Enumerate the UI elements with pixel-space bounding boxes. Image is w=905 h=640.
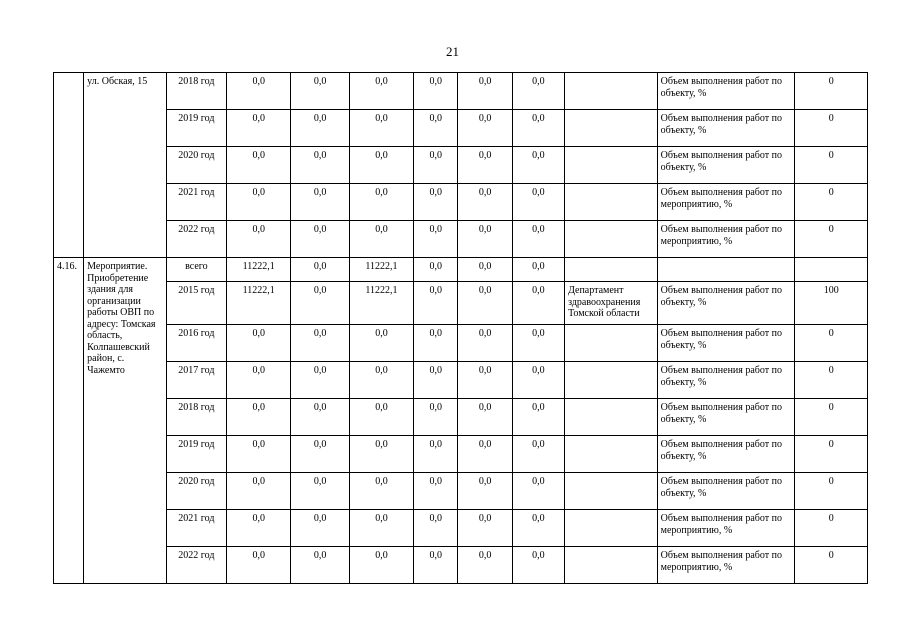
target-value-cell: 100 <box>795 282 868 325</box>
target-value-cell: 0 <box>795 436 868 473</box>
indicator-cell: Объем выполнения работ по объекту, % <box>657 436 795 473</box>
value-cell: 0,0 <box>414 362 458 399</box>
value-cell: 0,0 <box>291 147 349 184</box>
indicator-cell: Объем выполнения работ по объекту, % <box>657 362 795 399</box>
year-cell: 2021 год <box>166 184 226 221</box>
executor-cell <box>565 510 658 547</box>
value-cell: 0,0 <box>349 436 413 473</box>
value-cell: 0,0 <box>458 73 512 110</box>
value-cell: 0,0 <box>458 221 512 258</box>
value-cell: 0,0 <box>458 473 512 510</box>
value-cell: 0,0 <box>458 325 512 362</box>
value-cell: 0,0 <box>414 221 458 258</box>
table-row <box>54 325 868 362</box>
table-row <box>54 147 868 184</box>
value-cell: 0,0 <box>291 325 349 362</box>
indicator-cell: Объем выполнения работ по мероприятию, % <box>657 184 795 221</box>
value-cell: 0,0 <box>458 362 512 399</box>
table-row <box>54 473 868 510</box>
value-cell: 0,0 <box>291 547 349 584</box>
value-cell: 0,0 <box>458 399 512 436</box>
value-cell: 0,0 <box>291 436 349 473</box>
year-cell: 2021 год <box>166 510 226 547</box>
value-cell: 0,0 <box>512 473 564 510</box>
value-cell: 0,0 <box>349 510 413 547</box>
value-cell: 0,0 <box>349 221 413 258</box>
indicator-cell: Объем выполнения работ по объекту, % <box>657 73 795 110</box>
value-cell: 0,0 <box>512 184 564 221</box>
target-value-cell: 0 <box>795 510 868 547</box>
value-cell: 11222,1 <box>227 258 291 282</box>
table-row <box>54 184 868 221</box>
value-cell: 0,0 <box>349 547 413 584</box>
target-value-cell: 0 <box>795 147 868 184</box>
year-cell: 2019 год <box>166 110 226 147</box>
value-cell: 0,0 <box>414 282 458 325</box>
executor-cell <box>565 73 658 110</box>
year-cell: 2022 год <box>166 547 226 584</box>
value-cell: 0,0 <box>227 399 291 436</box>
item-number-cell: 4.16. <box>54 258 84 584</box>
table-row <box>54 110 868 147</box>
executor-cell <box>565 436 658 473</box>
executor-cell <box>565 473 658 510</box>
target-value-cell: 0 <box>795 73 868 110</box>
value-cell: 0,0 <box>512 510 564 547</box>
value-cell: 11222,1 <box>349 258 413 282</box>
target-value-cell: 0 <box>795 184 868 221</box>
value-cell: 0,0 <box>512 325 564 362</box>
executor-cell <box>565 547 658 584</box>
value-cell: 0,0 <box>227 221 291 258</box>
value-cell: 0,0 <box>227 436 291 473</box>
table-row <box>54 510 868 547</box>
table-row <box>54 221 868 258</box>
year-cell: 2015 год <box>166 282 226 325</box>
value-cell: 0,0 <box>349 147 413 184</box>
value-cell: 0,0 <box>414 147 458 184</box>
value-cell: 0,0 <box>291 73 349 110</box>
value-cell: 0,0 <box>512 547 564 584</box>
executor-cell <box>565 184 658 221</box>
program-table <box>53 72 868 584</box>
value-cell: 0,0 <box>291 510 349 547</box>
value-cell: 0,0 <box>349 184 413 221</box>
value-cell: 0,0 <box>512 282 564 325</box>
year-cell: 2017 год <box>166 362 226 399</box>
value-cell: 0,0 <box>458 147 512 184</box>
executor-cell <box>565 325 658 362</box>
indicator-cell: Объем выполнения работ по мероприятию, % <box>657 510 795 547</box>
value-cell: 0,0 <box>291 110 349 147</box>
value-cell: 0,0 <box>349 110 413 147</box>
executor-cell <box>565 110 658 147</box>
value-cell: 0,0 <box>349 362 413 399</box>
indicator-cell: Объем выполнения работ по объекту, % <box>657 473 795 510</box>
table-row <box>54 73 868 110</box>
value-cell: 0,0 <box>414 473 458 510</box>
value-cell: 0,0 <box>512 436 564 473</box>
table-row <box>54 399 868 436</box>
value-cell: 0,0 <box>291 399 349 436</box>
value-cell: 0,0 <box>458 258 512 282</box>
value-cell: 0,0 <box>512 399 564 436</box>
target-value-cell: 0 <box>795 110 868 147</box>
value-cell: 0,0 <box>512 221 564 258</box>
value-cell: 0,0 <box>349 399 413 436</box>
value-cell: 0,0 <box>414 510 458 547</box>
value-cell: 0,0 <box>414 325 458 362</box>
value-cell: 0,0 <box>512 147 564 184</box>
year-cell: 2020 год <box>166 473 226 510</box>
year-cell: 2020 год <box>166 147 226 184</box>
item-name-cell: ул. Обская, 15 <box>84 73 167 258</box>
target-value-cell: 0 <box>795 547 868 584</box>
indicator-cell <box>657 258 795 282</box>
item-number-cell <box>54 73 84 258</box>
table-row <box>54 547 868 584</box>
target-value-cell: 0 <box>795 362 868 399</box>
value-cell: 0,0 <box>458 510 512 547</box>
value-cell: 0,0 <box>227 510 291 547</box>
value-cell: 11222,1 <box>349 282 413 325</box>
value-cell: 0,0 <box>291 282 349 325</box>
year-cell: всего <box>166 258 226 282</box>
value-cell: 0,0 <box>414 73 458 110</box>
value-cell: 0,0 <box>458 436 512 473</box>
value-cell: 0,0 <box>227 184 291 221</box>
indicator-cell: Объем выполнения работ по объекту, % <box>657 325 795 362</box>
year-cell: 2019 год <box>166 436 226 473</box>
target-value-cell: 0 <box>795 221 868 258</box>
executor-cell <box>565 399 658 436</box>
indicator-cell: Объем выполнения работ по объекту, % <box>657 399 795 436</box>
indicator-cell: Объем выполнения работ по объекту, % <box>657 282 795 325</box>
target-value-cell: 0 <box>795 399 868 436</box>
executor-cell <box>565 258 658 282</box>
value-cell: 0,0 <box>414 547 458 584</box>
value-cell: 0,0 <box>227 547 291 584</box>
target-value-cell <box>795 258 868 282</box>
table-row <box>54 258 868 282</box>
value-cell: 0,0 <box>227 473 291 510</box>
value-cell: 0,0 <box>291 258 349 282</box>
value-cell: 0,0 <box>227 325 291 362</box>
value-cell: 0,0 <box>291 473 349 510</box>
year-cell: 2018 год <box>166 399 226 436</box>
value-cell: 0,0 <box>512 258 564 282</box>
value-cell: 0,0 <box>458 282 512 325</box>
value-cell: 0,0 <box>458 110 512 147</box>
value-cell: 0,0 <box>227 362 291 399</box>
value-cell: 0,0 <box>227 73 291 110</box>
value-cell: 0,0 <box>458 184 512 221</box>
indicator-cell: Объем выполнения работ по объекту, % <box>657 147 795 184</box>
value-cell: 0,0 <box>512 73 564 110</box>
value-cell: 0,0 <box>512 110 564 147</box>
table-row <box>54 282 868 325</box>
value-cell: 0,0 <box>227 147 291 184</box>
executor-cell: Департамент здравоохранения Томской области <box>565 282 658 325</box>
value-cell: 0,0 <box>349 325 413 362</box>
year-cell: 2022 год <box>166 221 226 258</box>
value-cell: 0,0 <box>414 436 458 473</box>
value-cell: 0,0 <box>291 184 349 221</box>
indicator-cell: Объем выполнения работ по объекту, % <box>657 110 795 147</box>
target-value-cell: 0 <box>795 473 868 510</box>
value-cell: 0,0 <box>291 362 349 399</box>
value-cell: 0,0 <box>349 473 413 510</box>
year-cell: 2016 год <box>166 325 226 362</box>
item-name-cell: Мероприятие. Приобретение здания для организации работы ОВП по адресу: Томская область, Колпашевский район, с. Чажемто <box>84 258 167 584</box>
value-cell: 0,0 <box>458 547 512 584</box>
year-cell: 2018 год <box>166 73 226 110</box>
page-number: 21 <box>446 44 459 59</box>
indicator-cell: Объем выполнения работ по мероприятию, % <box>657 221 795 258</box>
target-value-cell: 0 <box>795 325 868 362</box>
value-cell: 0,0 <box>414 399 458 436</box>
value-cell: 0,0 <box>512 362 564 399</box>
value-cell: 0,0 <box>414 110 458 147</box>
value-cell: 0,0 <box>414 184 458 221</box>
table-row <box>54 436 868 473</box>
executor-cell <box>565 221 658 258</box>
value-cell: 0,0 <box>227 110 291 147</box>
value-cell: 11222,1 <box>227 282 291 325</box>
executor-cell <box>565 147 658 184</box>
value-cell: 0,0 <box>414 258 458 282</box>
executor-cell <box>565 362 658 399</box>
table-row <box>54 362 868 399</box>
value-cell: 0,0 <box>349 73 413 110</box>
value-cell: 0,0 <box>291 221 349 258</box>
indicator-cell: Объем выполнения работ по мероприятию, % <box>657 547 795 584</box>
